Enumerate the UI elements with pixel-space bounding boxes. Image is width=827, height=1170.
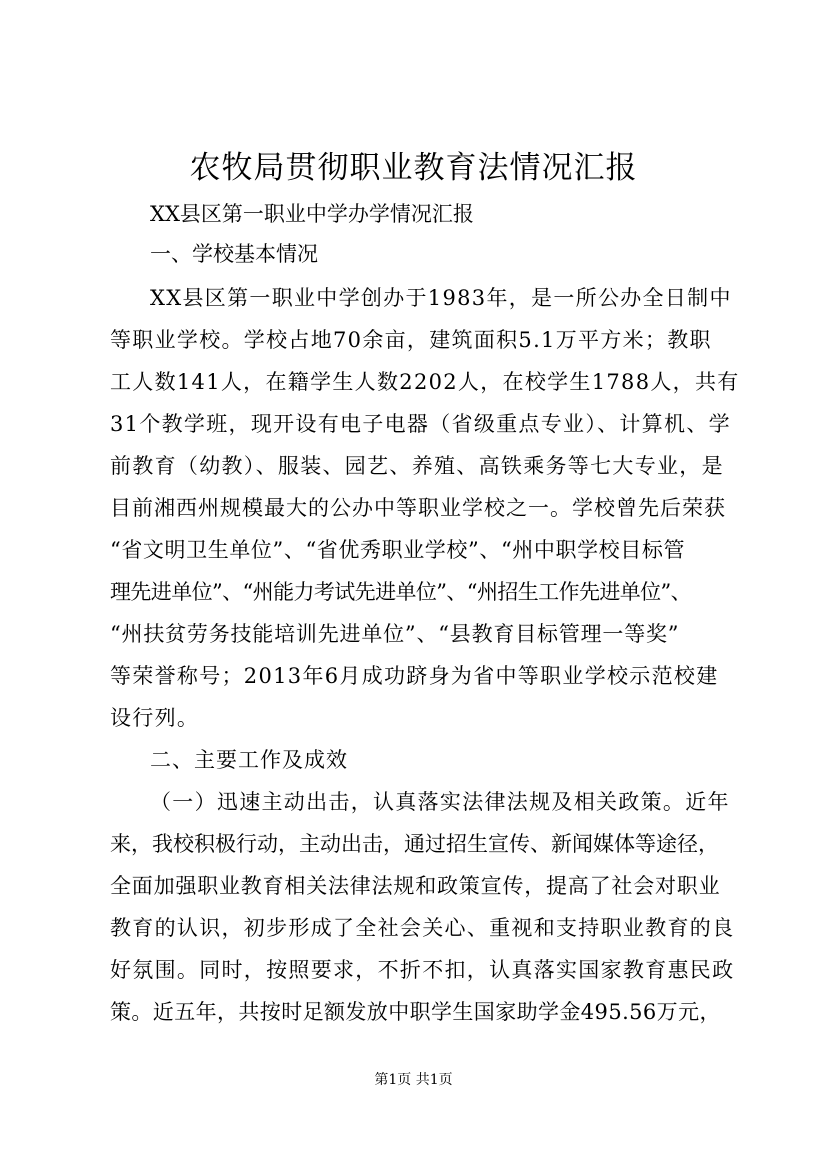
body-line: “州扶贫劳务技能培训先进单位”、“县教育目标管理一等奖” [110, 622, 680, 646]
body-line: 目前湘西州规模最大的公办中等职业学校之一。学校曾先后荣获 [110, 496, 726, 520]
body-line: 前教育（幼教）、服装、园艺、养殖、高铁乘务等七大专业，是 [110, 454, 724, 478]
body-line: XX县区第一职业中学创办于1983年，是一所公办全日制中 [150, 286, 732, 310]
body-line: 理先进单位”、“州能力考试先进单位”、“州招生工作先进单位”、 [110, 580, 692, 604]
body-line: （一）迅速主动出击，认真落实法律法规及相关政策。近年 [150, 790, 730, 814]
body-line: 策。近五年，共按时足额发放中职学生国家助学金495.56万元， [110, 1000, 721, 1024]
section-heading-1: 一、学校基本情况 [150, 242, 318, 266]
subtitle-line: XX县区第一职业中学办学情况汇报 [150, 202, 474, 226]
section-heading-2: 二、主要工作及成效 [150, 748, 348, 772]
body-line: 等职业学校。学校占地70余亩，建筑面积5.1万平方米；教职 [110, 328, 712, 352]
body-line: 设行列。 [110, 706, 200, 730]
page-number: 第1页 共1页 [374, 1072, 453, 1088]
body-line: 好氛围。同时，按照要求，不折不扣，认真落实国家教育惠民政 [110, 958, 735, 982]
body-line: 工人数141人，在籍学生人数2202人，在校学生1788人，共有 [110, 370, 740, 394]
body-line: 31个教学班，现开设有电子电器（省级重点专业）、计算机、学 [110, 412, 731, 436]
body-line: 等荣誉称号；2013年6月成功跻身为省中等职业学校示范校建 [110, 664, 719, 688]
body-line: 教育的认识，初步形成了全社会关心、重视和支持职业教育的良 [110, 916, 735, 940]
document-title: 农牧局贯彻职业教育法情况汇报 [189, 150, 638, 186]
body-line: “省文明卫生单位”、“省优秀职业学校”、“州中职学校目标管 [110, 538, 686, 562]
body-line: 全面加强职业教育相关法律法规和政策宣传，提高了社会对职业 [110, 874, 721, 898]
body-line: 来，我校积极行动，主动出击，通过招生宣传、新闻媒体等途径， [110, 832, 719, 856]
